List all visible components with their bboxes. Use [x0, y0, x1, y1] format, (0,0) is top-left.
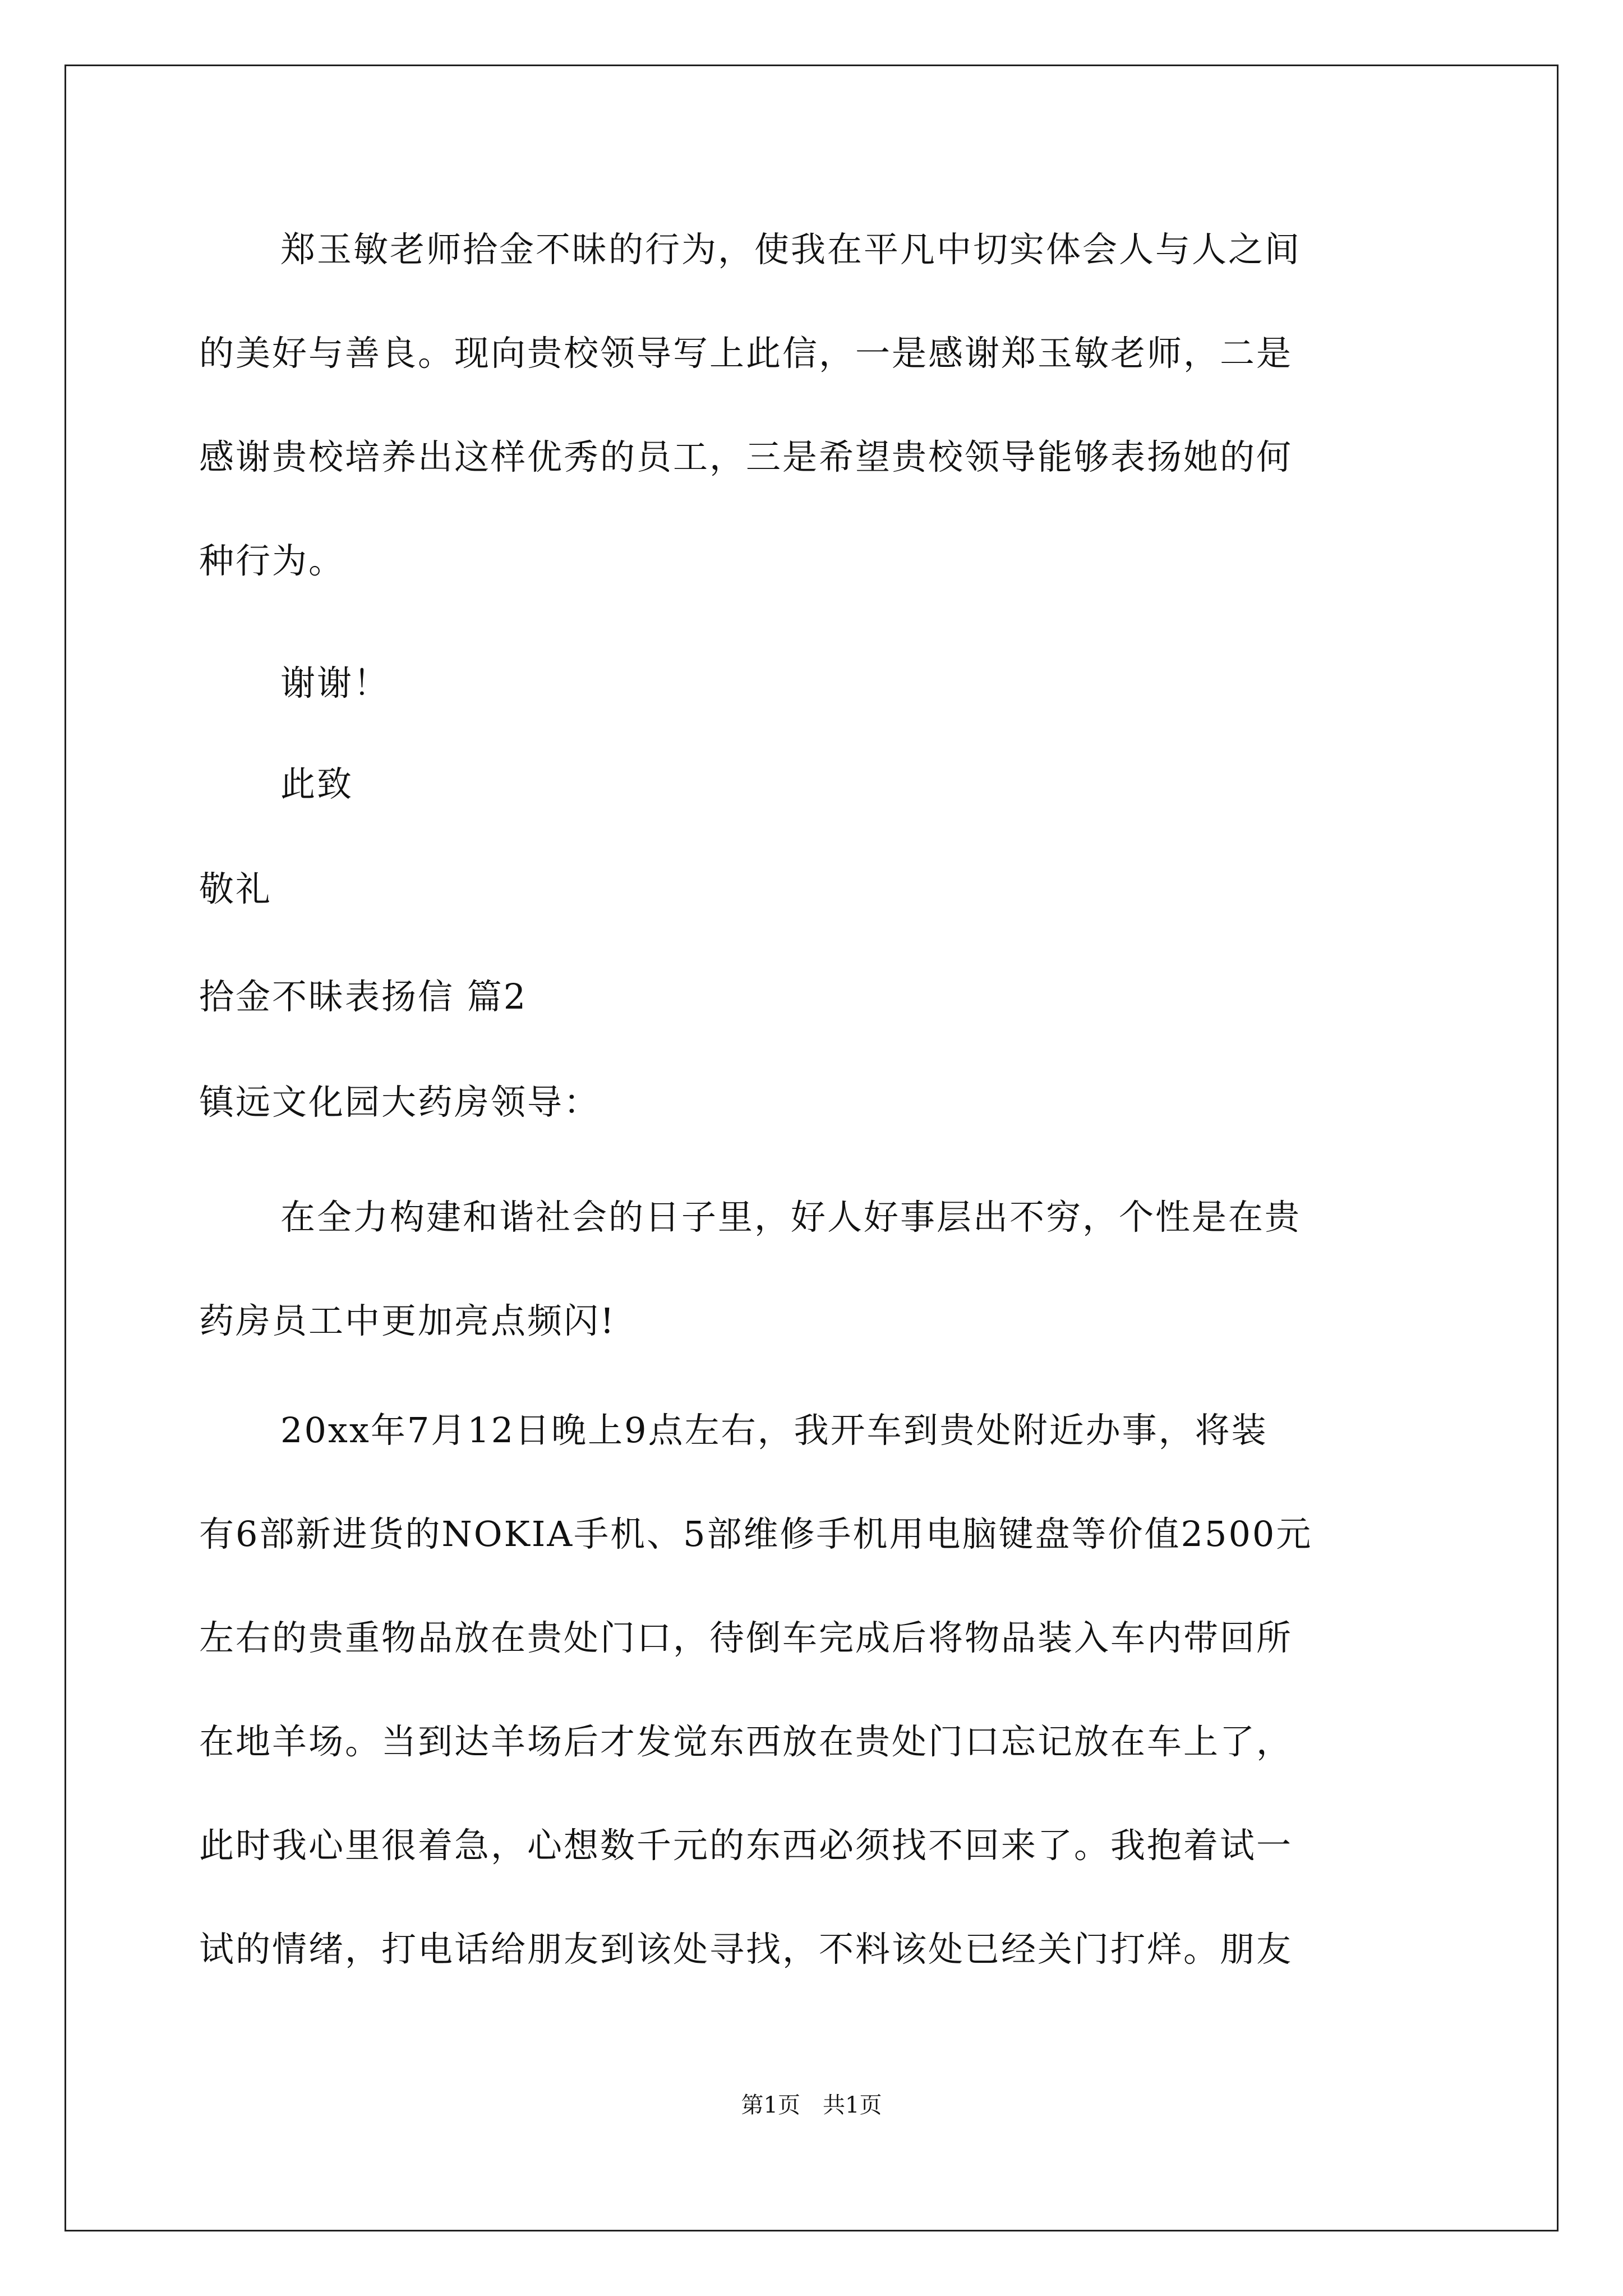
paragraph-line: 试的情绪，打电话给朋友到该处寻找，不料该处已经关门打烊。朋友: [199, 1929, 1293, 1970]
page-number: 第1页 共1页: [741, 2092, 882, 2118]
paragraph-line: 感谢贵校培养出这样优秀的员工，三是希望贵校领导能够表扬她的何: [199, 436, 1293, 477]
paragraph-line: 种行为。: [199, 540, 345, 581]
closing-regards: 敬礼: [199, 868, 273, 909]
paragraph-line: 在地羊场。当到达羊场后才发觉东西放在贵处门口忘记放在车上了，: [199, 1721, 1293, 1762]
paragraph-line: 20xx年7月12日晚上9点左右，我开车到贵处附近办事，将装: [280, 1410, 1268, 1451]
page-border: [64, 65, 1559, 2231]
paragraph-line: 此时我心里很着急，心想数千元的东西必须找不回来了。我抱着试一: [199, 1825, 1293, 1866]
section-heading: 拾金不昧表扬信 篇2: [199, 976, 528, 1017]
paragraph-line: 有6部新进货的NOKIA手机、5部维修手机用电脑键盘等价值2500元: [199, 1513, 1313, 1554]
closing-salutation: 此致: [280, 763, 354, 804]
letter-recipient: 镇远文化园大药房领导：: [199, 1082, 601, 1122]
paragraph-line: 郑玉敏老师拾金不昧的行为，使我在平凡中切实体会人与人之间: [280, 229, 1302, 270]
paragraph-line: 在全力构建和谐社会的日子里，好人好事层出不穷，个性是在贵: [280, 1197, 1302, 1237]
paragraph-line: 左右的贵重物品放在贵处门口，待倒车完成后将物品装入车内带回所: [199, 1617, 1293, 1658]
paragraph-line: 药房员工中更加亮点频闪!: [199, 1300, 616, 1341]
closing-thanks: 谢谢！: [280, 662, 390, 703]
paragraph-line: 的美好与善良。现向贵校领导写上此信，一是感谢郑玉敏老师，二是: [199, 333, 1293, 374]
